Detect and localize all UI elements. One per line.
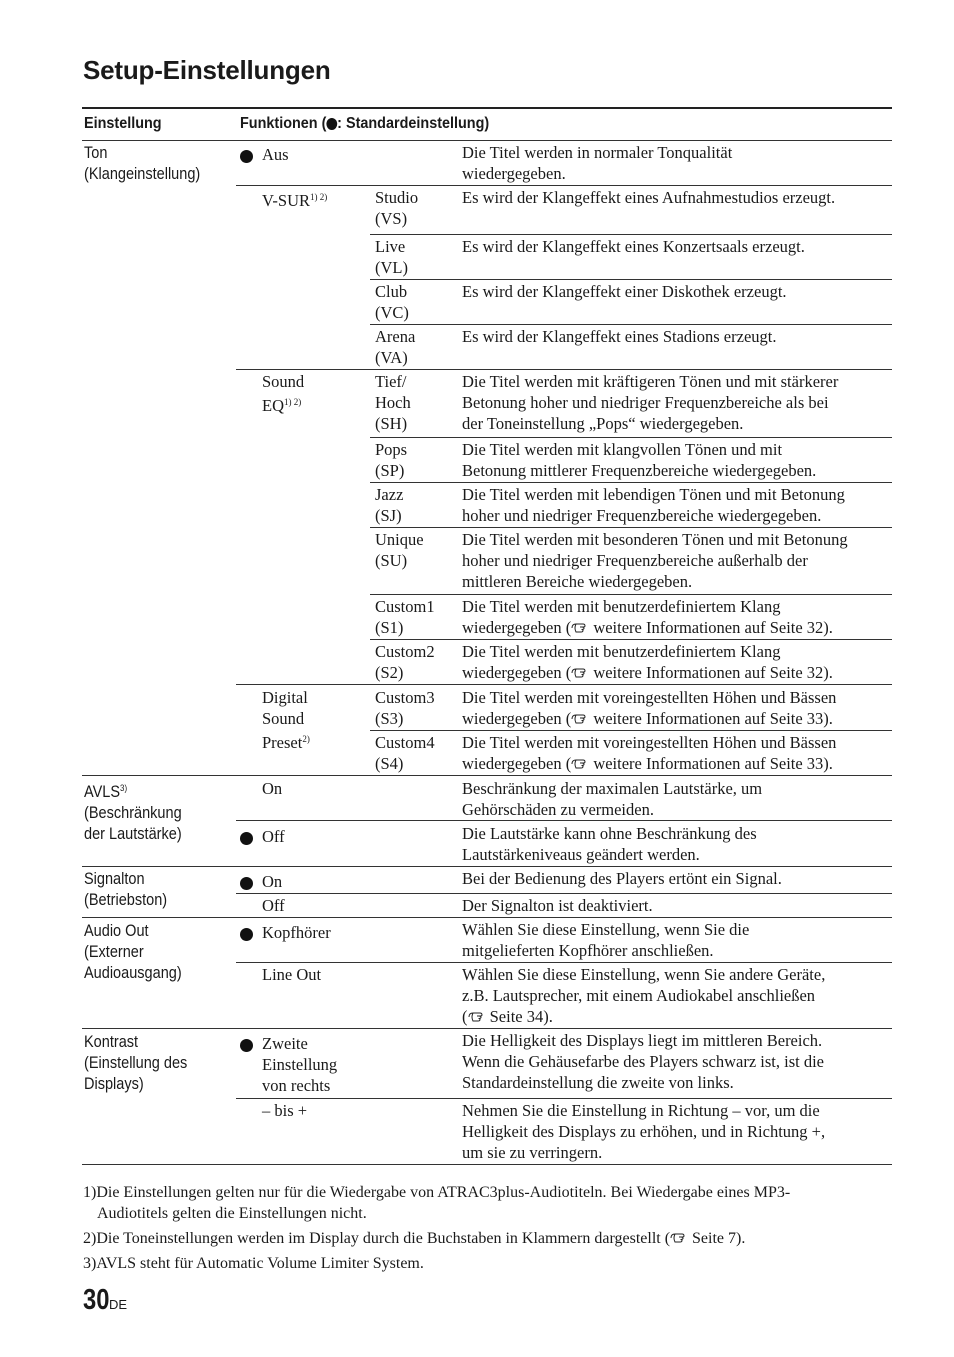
- desc-signalton-on: Bei der Bedienung des Players ertönt ein Signal.: [462, 869, 782, 888]
- option-kopfhoerer: Kopfhörer: [262, 923, 331, 942]
- rule: [370, 527, 892, 528]
- desc-avls-off: Die Lautstärke kann ohne Beschränkung des Lautstärkeniveaus geändert werden.: [462, 824, 757, 864]
- option-zweite: Zweite Einstellung von rechts: [262, 1034, 338, 1095]
- option-signalton-on: On: [262, 872, 283, 891]
- mode-pops: Pops (SP): [375, 440, 408, 480]
- reference-hand-icon: [670, 1232, 686, 1244]
- option-avls-on: On: [262, 779, 283, 798]
- desc-arena: Es wird der Klangeffekt eines Stadions erzeugt.: [462, 327, 777, 346]
- reference-hand-icon: [468, 1011, 484, 1023]
- option-aus-label: Aus: [262, 145, 289, 164]
- rule: [82, 775, 892, 776]
- page-language: DE: [109, 1297, 128, 1312]
- option-avls-off: Off: [262, 827, 285, 846]
- desc-custom2: Die Titel werden mit benutzerdefiniertem Klang wiedergegeben ( weitere Informationen auf Seite 32).: [462, 642, 833, 682]
- option-signalton-off: Off: [262, 896, 285, 915]
- mode-live: Live (VL): [375, 237, 408, 277]
- rule: [82, 866, 892, 867]
- option-bis: – bis +: [262, 1101, 308, 1120]
- mode-club: Club (VC): [375, 282, 409, 322]
- default-bullet-icon: [240, 922, 253, 943]
- option-aus: [240, 144, 253, 165]
- desc-kopfhoerer: Wählen Sie diese Einstellung, wenn Sie die mitgelieferten Kopfhörer anschließen.: [462, 920, 750, 960]
- mode-custom2: Custom2 (S2): [375, 642, 435, 682]
- default-bullet-icon: [240, 1033, 253, 1054]
- desc-aus: Die Titel werden in normaler Tonqualität wiedergegeben.: [462, 143, 733, 183]
- reference-hand-icon: [571, 713, 587, 725]
- rule: [236, 185, 892, 186]
- option-line-out: Line Out: [262, 965, 322, 984]
- mode-jazz: Jazz (SJ): [375, 485, 404, 525]
- desc-pops: Die Titel werden mit klangvollen Tönen und mit Betonung mittlerer Frequenzbereiche wiedergegeben.: [462, 440, 817, 480]
- page-number: 30: [83, 1284, 110, 1316]
- setting-audio-out: Audio Out (Externer Audioausgang): [84, 922, 182, 982]
- desc-custom1: Die Titel werden mit benutzerdefiniertem Klang wiedergegeben ( weitere Informationen auf Seite 32).: [462, 597, 833, 637]
- rule: [370, 324, 892, 325]
- rule: [82, 1028, 892, 1029]
- footnote-1: 1)Die Einstellungen gelten nur für die Wiedergabe von ATRAC3plus-Audiotiteln. Bei Wiedergabe eines MP3- Audiotitels gelten die Einstellungen nicht.: [83, 1184, 791, 1222]
- footnote-2: 2)Die Toneinstellungen werden im Display durch die Buchstaben in Klammern dargestellt ( Seite 7).: [83, 1230, 746, 1247]
- mode-custom4: Custom4 (S4): [375, 733, 435, 773]
- desc-live: Es wird der Klangeffekt eines Konzertsaals erzeugt.: [462, 237, 805, 256]
- default-bullet-icon: [240, 826, 253, 847]
- desc-club: Es wird der Klangeffekt einer Diskothek erzeugt.: [462, 282, 787, 301]
- page-title: Setup-Einstellungen: [83, 55, 331, 85]
- table-top-rule: [82, 107, 892, 109]
- desc-avls-on: Beschränkung der maximalen Lautstärke, um Gehörschäden zu vermeiden.: [462, 779, 763, 819]
- desc-zweite: Die Helligkeit des Displays liegt im mittleren Bereich. Wenn die Gehäusefarbe des Players schwarz ist, ist die Standardeinstellung die zweite von links.: [462, 1031, 825, 1092]
- setting-signalton: Signalton (Betriebston): [84, 870, 168, 909]
- table-bottom-rule: [82, 1164, 892, 1165]
- desc-custom4: Die Titel werden mit voreingestellten Höhen und Bässen wiedergegeben ( weitere Informationen auf Seite 33).: [462, 733, 837, 773]
- mode-unique: Unique (SU): [375, 530, 424, 570]
- rule: [370, 730, 892, 731]
- mode-arena: Arena (VA): [375, 327, 416, 367]
- rule: [236, 1098, 892, 1099]
- rule: [370, 234, 892, 235]
- rule: [370, 279, 892, 280]
- rule: [236, 893, 892, 894]
- setting-avls: AVLS$^{3)}$ (Beschränkung der Lautstärke): [84, 783, 182, 843]
- mode-tief-hoch: Tief/ Hoch (SH): [375, 372, 411, 433]
- reference-hand-icon: [571, 622, 587, 634]
- setting-kontrast: Kontrast (Einstellung des Displays): [84, 1033, 188, 1093]
- desc-jazz: Die Titel werden mit lebendigen Tönen und mit Betonung hoher und niedriger Frequenzbereiche wiedergegeben.: [462, 485, 845, 525]
- desc-custom3: Die Titel werden mit voreingestellten Höhen und Bässen wiedergegeben ( weitere Informationen auf Seite 33).: [462, 688, 837, 728]
- rule: [236, 962, 892, 963]
- header-rule-left: [82, 140, 892, 141]
- rule: [370, 639, 892, 640]
- desc-line-out: Wählen Sie diese Einstellung, wenn Sie andere Geräte, z.B. Lautsprecher, mit einem Audiokabel anschließen ( Seite 34).: [462, 965, 826, 1026]
- mode-custom1: Custom1 (S1): [375, 597, 435, 637]
- rule: [236, 684, 892, 685]
- reference-hand-icon: [571, 667, 587, 679]
- header-funktionen: Funktionen ( : Standardeinstellung): [240, 115, 490, 132]
- mode-studio: Studio (VS): [375, 188, 419, 228]
- header-einstellung: Einstellung: [84, 115, 162, 132]
- reference-hand-icon: [571, 758, 587, 770]
- footnote-3: 3)AVLS steht für Automatic Volume Limiter System.: [83, 1255, 424, 1272]
- rule: [236, 369, 892, 370]
- option-digital-sound-preset: Digital Sound Preset$^{2)}$: [262, 688, 310, 752]
- default-bullet-icon: [326, 118, 337, 130]
- desc-unique: Die Titel werden mit besonderen Tönen und mit Betonung hoher und niedriger Frequenzbereiche außerhalb der mittleren Bereiche wiedergegeben.: [462, 530, 848, 591]
- option-sound-eq: Sound EQ$^{1) 2)}$: [262, 372, 305, 415]
- rule: [370, 482, 892, 483]
- desc-signalton-off: Der Signalton ist deaktiviert.: [462, 896, 653, 915]
- rule: [236, 820, 892, 821]
- setting-ton: Ton (Klangeinstellung): [84, 144, 201, 183]
- rule: [370, 437, 892, 438]
- mode-custom3: Custom3 (S3): [375, 688, 435, 728]
- desc-bis: Nehmen Sie die Einstellung in Richtung – vor, um die Helligkeit des Displays zu erhöhen, und in Richtung +, um sie zu verringern.: [462, 1101, 826, 1162]
- desc-studio: Es wird der Klangeffekt eines Aufnahmestudios erzeugt.: [462, 188, 836, 207]
- default-bullet-icon: [240, 150, 253, 163]
- option-vsur: V-SUR$^{1) 2)}$: [262, 191, 328, 210]
- rule: [82, 917, 892, 918]
- rule: [370, 594, 892, 595]
- desc-tief-hoch: Die Titel werden mit kräftigeren Tönen und mit stärkerer Betonung hoher und niedriger Frequenzbereiche als bei der Toneinstellung „Pops“ wiedergegeben.: [462, 372, 839, 433]
- default-bullet-icon: [240, 871, 253, 892]
